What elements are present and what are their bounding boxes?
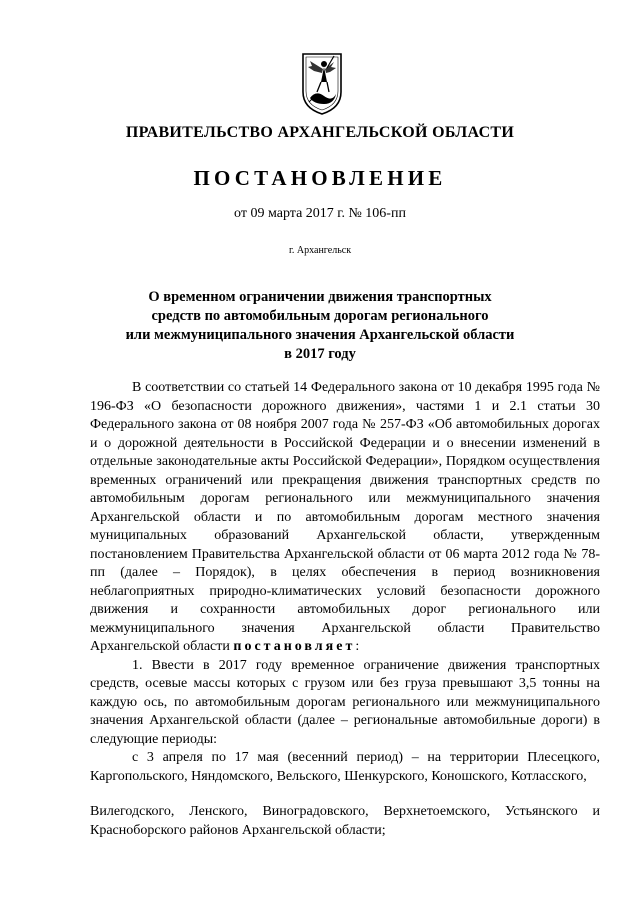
resolves-word: постановляет	[233, 639, 356, 654]
title-line: О временном ограничении движения транспортных	[148, 289, 492, 305]
preamble-text: В соответствии со статьей 14 Федерального закона от 10 декабря 1995 года № 196-ФЗ «О безопасности дорожного движения», частями 1 и 2.1 статьи 30 Федерального закона от 08 ноября 2007 года № 257-ФЗ «Об автомобильных дорогах и о дорожной деятельности в Российской Федерации и о внесении изменений в отдельные законодательные акты Российской Федерации», Порядком осуществления временных ограничений или прекращения движения транспортных средств по автомобильным дорогам регионального или межмуниципального значения Архангельской области и по автомобильным дорогам местного значения муниципальных образований Архангельской области, утвержденным постановлением Правительства Архангельской области от 06 марта 2012 года № 78-пп (далее – Порядок), в целях обеспечения в период возникновения неблагоприятных природно-климатических условий безопасности дорожного движения и сохранности автомобильных дорог регионального или межмуниципального значения Архангельской области Правительство Архангельской области	[90, 380, 600, 654]
document-type: ПОСТАНОВЛЕНИЕ	[193, 166, 447, 190]
document-date-number: от 09 марта 2017 г. № 106-пп	[234, 206, 406, 221]
coat-of-arms-icon	[300, 52, 344, 116]
preamble-paragraph	[90, 379, 600, 657]
item-1-period-paragraph: с 3 апреля по 17 мая (весенний период) – на территории Плесецкого, Каргопольского, Няндомского, Вельского, Шенкурского, Коношского, Котласского,	[90, 750, 600, 784]
item-1-paragraph: 1. Ввести в 2017 году временное ограничение движения транспортных средств, осевые массы которых с грузом или без груза превышают 3,5 тонны на каждую ось, по автомобильным дорогам регионального или межмуниципального значения Архангельской области (далее – региональные автомобильные дороги) в следующие периоды:	[90, 657, 600, 747]
document-title	[120, 288, 520, 364]
resolves-colon: :	[355, 639, 360, 654]
document-place: г. Архангельск	[288, 245, 352, 256]
title-line: средств по автомобильным дорогам регионального	[151, 308, 489, 324]
title-line: или межмуниципального значения Архангельской области	[125, 327, 515, 343]
title-line: в 2017 году	[284, 346, 356, 362]
document-body	[90, 379, 600, 786]
organization-name: ПРАВИТЕЛЬСТВО АРХАНГЕЛЬСКОЙ ОБЛАСТИ	[125, 124, 515, 141]
page-2-continuation: Вилегодского, Ленского, Виноградовского, Верхнетоемского, Устьянского и Красноборского районов Архангельской области;	[90, 804, 600, 838]
